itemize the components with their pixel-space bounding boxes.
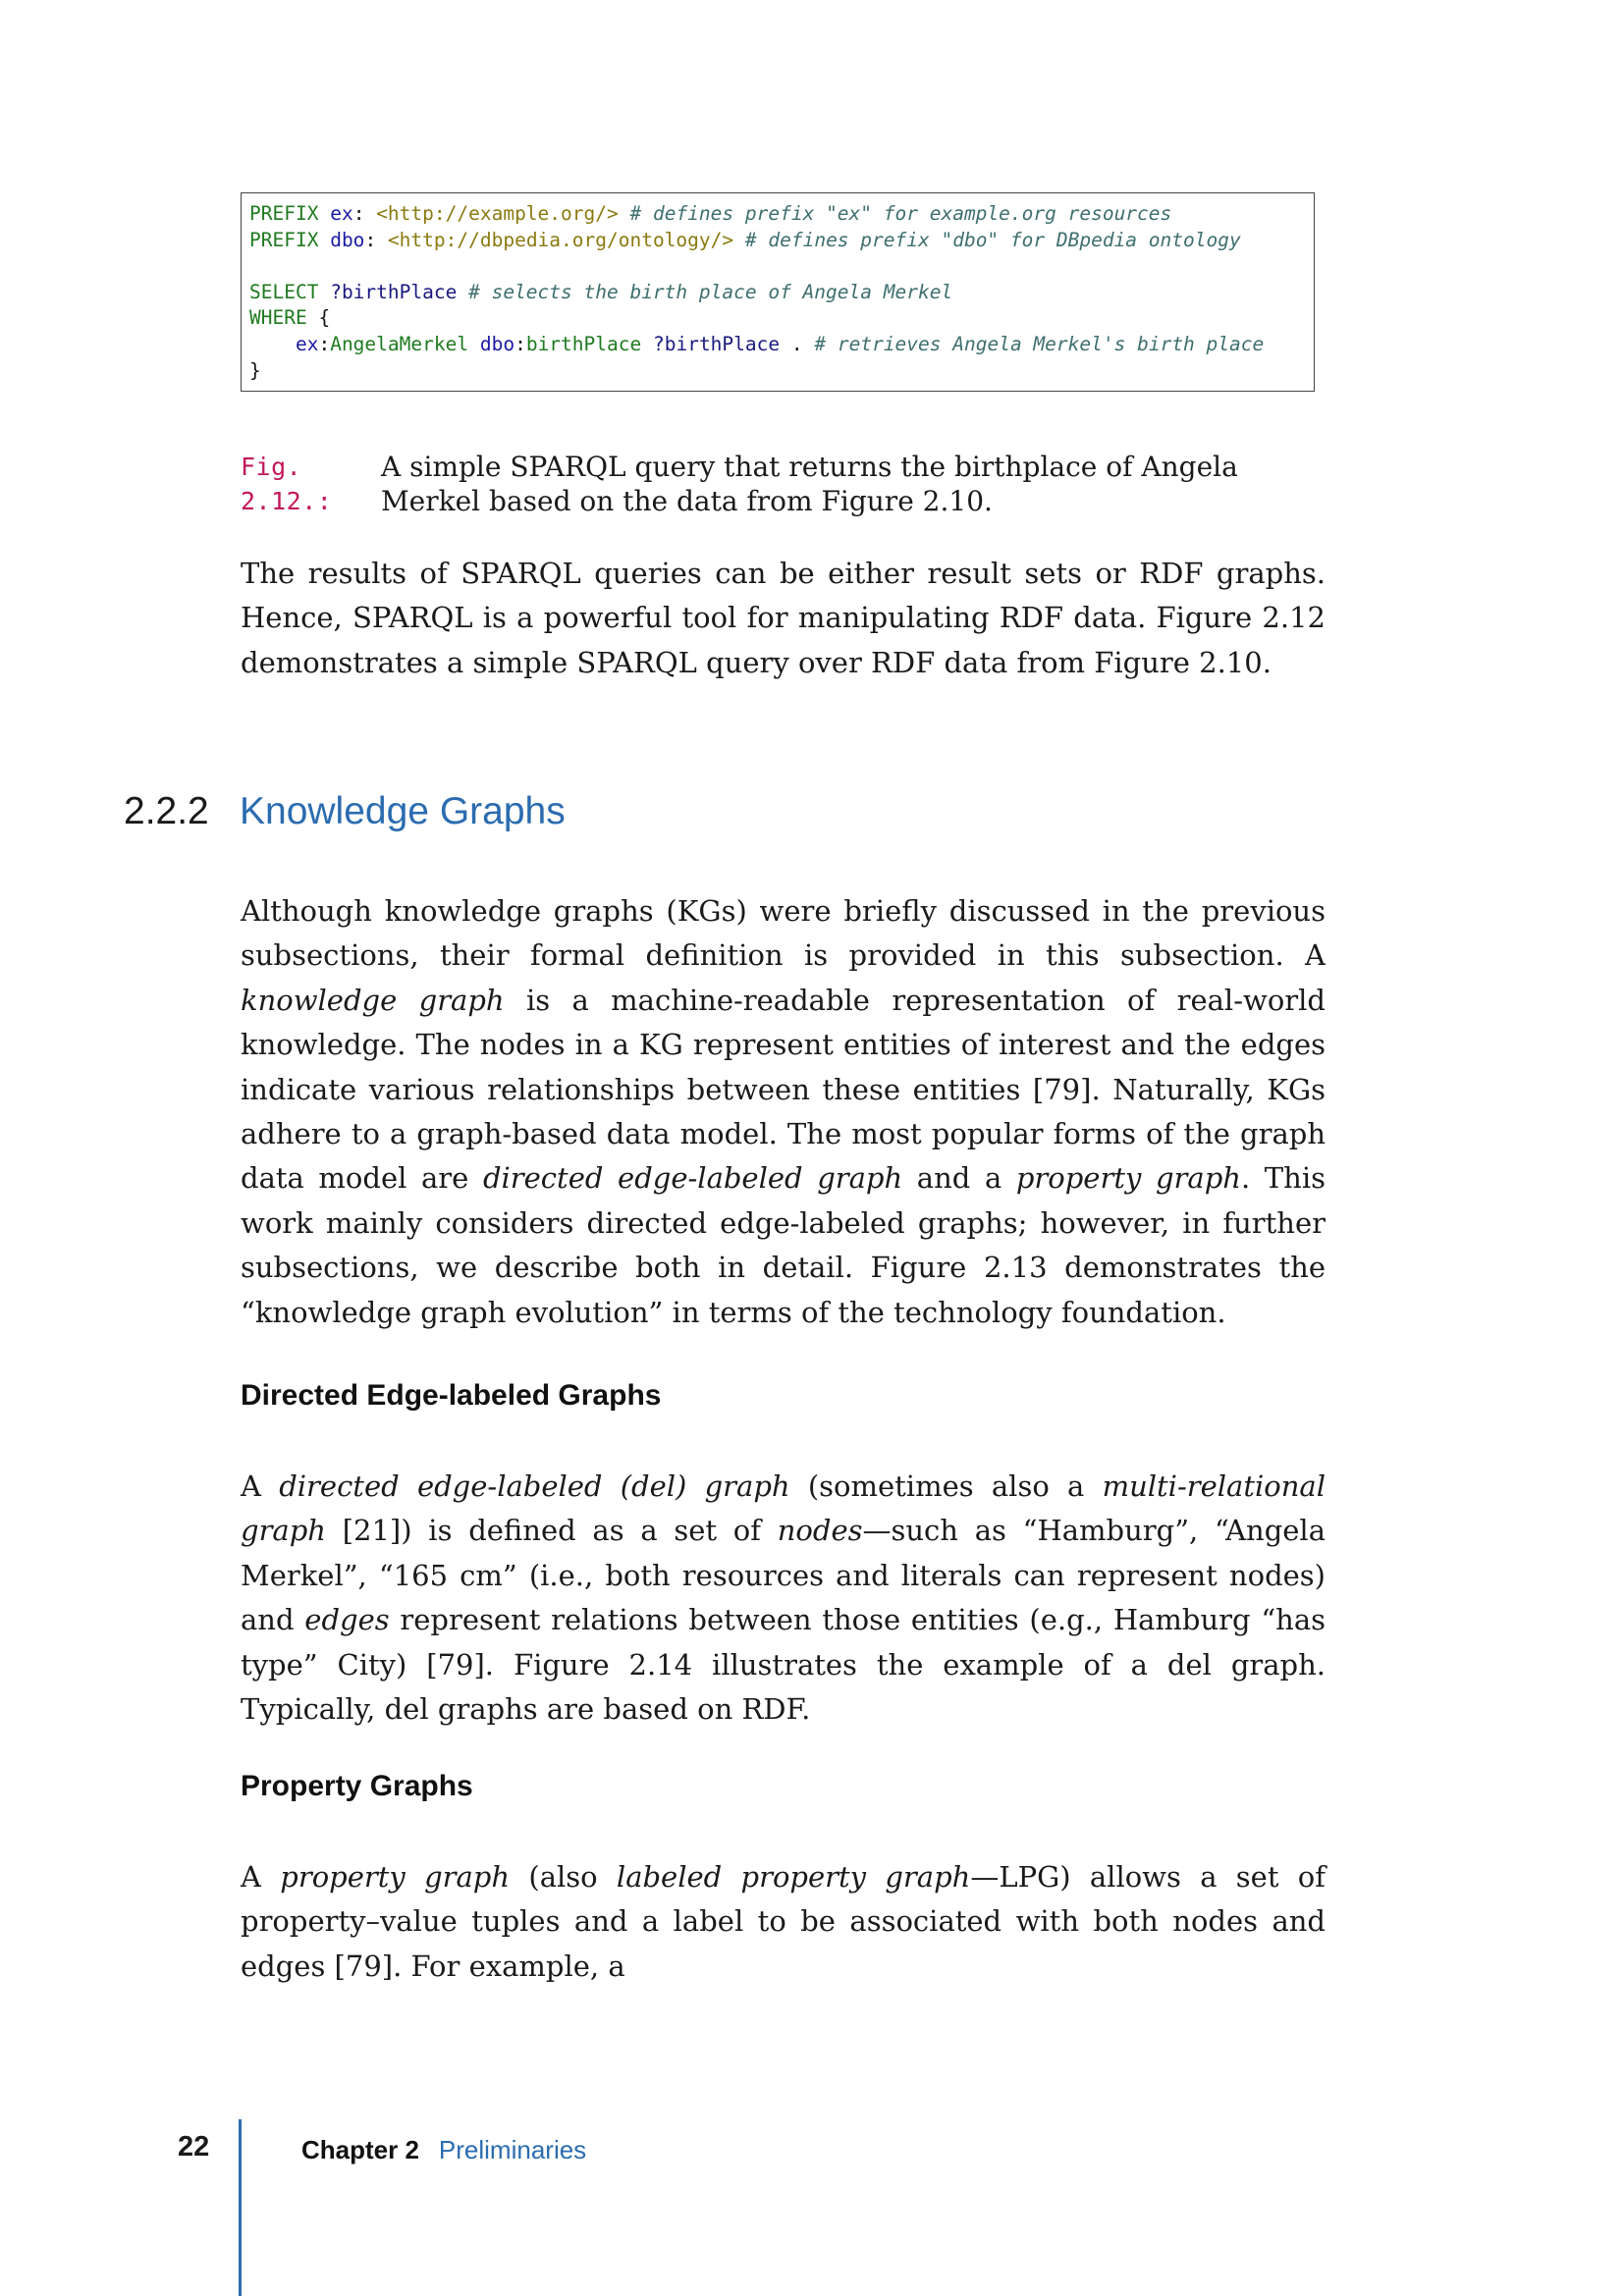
code-comment: # defines prefix "ex" for example.org resources [629,202,1172,225]
code-variable: ?birthPlace [330,280,458,303]
section-number: 2.2.2 [124,790,209,832]
subsection-heading-del: Directed Edge-labeled Graphs [241,1379,662,1412]
code-line-1 [249,201,1306,228]
code-colon: : [364,228,377,251]
code-comment: # selects the birth place of Angela Merkel [468,280,953,303]
code-keyword: PREFIX [249,228,319,251]
code-line-blank [249,253,1306,280]
code-line-2 [249,228,1306,254]
code-dot: . [790,332,803,355]
running-footer [301,2135,586,2165]
section-title: Knowledge Graphs [240,790,566,832]
paragraph-knowledge-graphs: Although knowledge graphs (KGs) were briefly discussed in the previous subsections, their formal definition is provided in this subsection. A knowledge graph is a machine-readable representation of real-world knowledge. The nodes in a KG represent entities of interest and the edges indicate various relationships between these entities [79]. Naturally, KGs adhere to a graph-based data model. The most popular forms of the graph data model are directed edge-labeled graph and a property graph. This work mainly considers directed edge-labeled graphs; however, in further subsections, we describe both in detail. Figure 2.13 demonstrates the “knowledge graph evolution” in terms of the technology foundation. [241,894,1326,1329]
paragraph-sparql-results: The results of SPARQL queries can be either result sets or RDF graphs. Hence, SPARQL is a powerful tool for manipulating RDF data. Figure 2.12 demonstrates a simple SPARQL query over RDF data from Figure 2.10. [241,557,1326,679]
code-line-4 [249,280,1306,306]
code-prefix: dbo [330,228,365,251]
code-brace: } [249,358,261,382]
code-variable: ?birthPlace [652,332,781,355]
code-prefix: ex [330,202,353,225]
chapter-label: Chapter 2 [301,2135,419,2164]
code-keyword: WHERE [249,306,307,330]
page-number: 22 [178,2131,210,2163]
code-line-6: ex:AngelaMerkel dbo:birthPlace ?birthPlace . # retrieves Angela Merkel's birth place [295,332,1265,355]
paragraph-del-graphs: A directed edge-labeled (del) graph (sometimes also a multi-relational graph [21]) is defined as a set of nodes—such as “Hamburg”, “Angela Merkel”, “165 cm” (i.e., both resources and literals can represent nodes) and edges represent relations between those entities (e.g., Hamburg “has type” City) [79]. Figure 2.14 illustrates the example of a del graph. Typically, del graphs are based on RDF. [241,1469,1326,1727]
code-keyword: SELECT [249,280,319,303]
code-iri: <http://dbpedia.org/ontology/> [387,228,734,251]
code-line-7 [249,358,1306,385]
code-comment: # retrieves Angela Merkel's birth place [814,332,1265,355]
subsection-heading-property: Property Graphs [241,1770,473,1802]
code-brace: { [318,306,331,330]
caption-text: A simple SPARQL query that returns the birthplace of Angela Merkel based on the data from Figure 2.10. [381,451,1238,517]
figure-caption [241,450,1321,518]
code-colon: : [352,202,365,225]
code-prefix: ex [295,332,319,355]
code-iri: <http://example.org/> [376,202,619,225]
section-heading [124,790,566,833]
chapter-name: Preliminaries [438,2135,587,2164]
code-line-5 [249,305,1306,332]
code-local-name: AngelaMerkel [330,332,469,355]
code-local-name: birthPlace [525,332,642,355]
code-keyword: PREFIX [249,202,319,225]
caption-label: Fig. 2.12.: [241,453,333,515]
code-comment: # defines prefix "dbo" for DBpedia ontology [744,228,1241,251]
paragraph-property-graphs: A property graph (also labeled property graph—LPG) allows a set of property–value tuples and a label to be associated with both nodes and edges [79]. For example, a [241,1860,1326,1983]
footer-rule [239,2119,242,2296]
code-prefix: dbo [479,332,515,355]
code-listing [241,192,1315,392]
